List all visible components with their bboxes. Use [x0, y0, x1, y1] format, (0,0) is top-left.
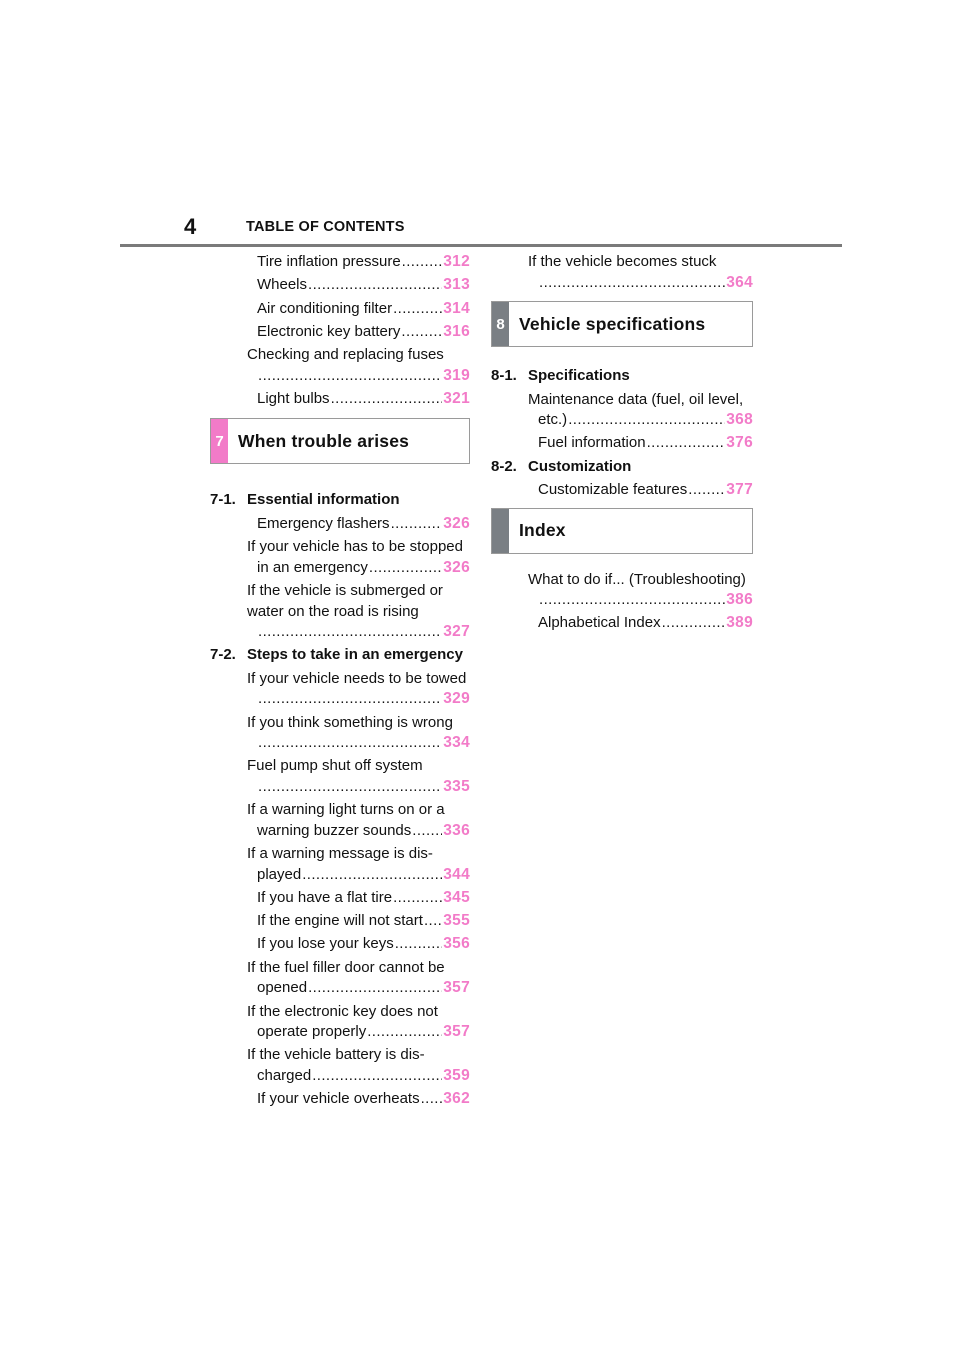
toc-entry[interactable]	[247, 514, 470, 535]
toc-entry[interactable]	[247, 322, 470, 343]
toc-entry-text: Air conditioning filter	[257, 299, 393, 317]
toc-entry-line	[257, 558, 470, 579]
page-reference-link[interactable]: 326	[443, 514, 470, 532]
chapter-tab: 8	[492, 302, 509, 346]
page-reference-link[interactable]: 355	[443, 912, 470, 930]
toc-entry[interactable]	[247, 911, 470, 932]
toc-entry-line	[538, 480, 753, 501]
toc-entry-text: Fuel pump shut off system	[247, 757, 423, 775]
toc-entry-text: charged	[257, 1066, 312, 1084]
section-heading[interactable]	[210, 645, 470, 666]
leader-dots	[424, 911, 442, 932]
toc-entry-text: If the engine will not start	[257, 912, 423, 930]
chapter-header[interactable]	[491, 301, 753, 347]
toc-entry-line	[538, 613, 753, 634]
toc-entry-line	[257, 689, 470, 710]
toc-entry-line	[257, 299, 470, 320]
page-reference-link[interactable]: 345	[443, 888, 470, 906]
toc-entry-text: If you think something is wrong	[247, 713, 453, 731]
toc-entry[interactable]	[247, 800, 470, 841]
toc-entry-text: Customizable features	[538, 481, 688, 499]
section-heading[interactable]	[491, 366, 753, 387]
toc-entry-line	[257, 389, 470, 410]
toc-entry[interactable]	[528, 570, 753, 611]
page-header-title: TABLE OF CONTENTS	[246, 219, 405, 235]
leader-dots	[258, 777, 442, 798]
toc-entry-line	[257, 322, 470, 343]
toc-entry-line	[538, 433, 753, 454]
leader-dots	[539, 590, 725, 611]
section-title: Steps to take in an emergency	[247, 646, 463, 664]
chapter-header[interactable]	[491, 508, 753, 554]
chapter-tab	[492, 509, 509, 553]
toc-entry-line	[257, 934, 470, 955]
section-title: Customization	[528, 457, 632, 475]
toc-entry[interactable]	[247, 252, 470, 273]
page-number: 4	[184, 214, 197, 239]
toc-entry-line	[257, 366, 470, 387]
toc-entry-line	[257, 275, 470, 296]
toc-entry-text: If your vehicle overheats	[257, 1090, 420, 1108]
page-reference-link[interactable]: 316	[443, 322, 470, 340]
leader-dots	[258, 689, 442, 710]
toc-entry-text: warning buzzer sounds	[257, 821, 412, 839]
toc-entry-text: If the vehicle battery is dis-	[247, 1046, 425, 1064]
toc-entry-text: in an emergency	[257, 558, 368, 576]
toc-entry[interactable]	[528, 480, 753, 501]
toc-entry-text: Wheels	[257, 276, 308, 294]
toc-entry-text: Checking and replacing fuses	[247, 346, 444, 364]
toc-entry-text: If you have a flat tire	[257, 888, 393, 906]
toc-entry-text: operate properly	[257, 1023, 367, 1041]
toc-entry-text: Light bulbs	[257, 389, 330, 407]
toc-entry-text: If your vehicle needs to be towed	[247, 669, 467, 687]
leader-dots	[258, 733, 442, 754]
toc-entry[interactable]	[247, 1002, 470, 1043]
leader-dots	[662, 613, 726, 634]
toc-entry[interactable]	[247, 958, 470, 999]
toc-entry[interactable]	[528, 252, 753, 293]
section-heading[interactable]	[491, 457, 753, 478]
section-number: 7-2.	[210, 646, 236, 664]
page-reference-link[interactable]: 376	[726, 434, 753, 452]
section-title: Essential information	[247, 491, 400, 509]
toc-entry[interactable]	[247, 1045, 470, 1086]
toc-entry-text: Fuel information	[538, 434, 646, 452]
toc-entry[interactable]	[247, 581, 470, 643]
toc-entry[interactable]	[247, 844, 470, 885]
leader-dots	[647, 433, 726, 454]
toc-entry-text: Emergency flashers	[257, 514, 390, 532]
toc-entry-line	[257, 911, 470, 932]
toc-entry[interactable]	[247, 669, 470, 710]
toc-entry-line	[538, 410, 753, 431]
section-title: Specifications	[528, 367, 630, 384]
page-reference-link[interactable]: 362	[443, 1090, 470, 1108]
toc-entry[interactable]	[247, 389, 470, 410]
leader-dots	[688, 480, 725, 501]
section-heading[interactable]	[210, 490, 470, 511]
toc-entry[interactable]	[528, 390, 753, 431]
toc-entry-text: If a warning light turns on or a	[247, 801, 445, 819]
toc-entry-text: If the vehicle becomes stuck	[528, 253, 717, 270]
toc-entry-line	[257, 514, 470, 535]
toc-entry-text: If your vehicle has to be stopped	[247, 538, 463, 556]
leader-dots	[402, 252, 443, 273]
page-reference-link[interactable]: 357	[443, 979, 470, 997]
toc-entry-text: played	[257, 865, 302, 883]
toc-entry[interactable]	[247, 299, 470, 320]
chapter-title: When trouble arises	[238, 430, 410, 451]
toc-entry-line	[257, 1022, 470, 1043]
toc-entry-text: water on the road is rising	[247, 602, 419, 620]
toc-entry-line	[257, 978, 470, 999]
toc-entry-text: If the electronic key does not	[247, 1002, 438, 1020]
leader-dots	[401, 322, 442, 343]
page-reference-link[interactable]: 326	[443, 558, 470, 576]
toc-entry-text: If a warning message is dis-	[247, 845, 433, 863]
toc-entry-line	[257, 888, 470, 909]
toc-entry-text: etc.)	[538, 411, 568, 428]
toc-entry-line	[257, 252, 470, 273]
toc-entry[interactable]	[247, 275, 470, 296]
page-reference-link[interactable]: 368	[726, 411, 753, 428]
toc-entry[interactable]	[528, 613, 753, 634]
leader-dots	[331, 389, 443, 410]
page-reference-link[interactable]: 329	[443, 690, 470, 708]
toc-entry-text: Tire inflation pressure	[257, 253, 401, 270]
toc-entry-line	[257, 622, 470, 643]
toc-entry-line	[257, 1066, 470, 1087]
toc-entry[interactable]	[247, 345, 470, 386]
toc-entry[interactable]	[247, 756, 470, 797]
left-column	[210, 252, 470, 1112]
toc-entry-line	[538, 590, 753, 611]
leader-dots	[393, 888, 442, 909]
chapter-title: Index	[519, 520, 566, 541]
leader-dots	[539, 273, 725, 294]
chapter-tab: 7	[211, 419, 228, 463]
page-reference-link[interactable]: 313	[443, 276, 470, 294]
page-reference-link[interactable]: 344	[443, 865, 470, 883]
page-reference-link[interactable]: 364	[726, 273, 753, 291]
leader-dots	[302, 865, 442, 886]
page-reference-link[interactable]: 335	[443, 777, 470, 795]
leader-dots	[312, 1066, 442, 1087]
page-reference-link[interactable]: 336	[443, 821, 470, 839]
toc-entry-line	[257, 1089, 470, 1110]
page-reference-link[interactable]: 386	[726, 591, 753, 609]
page-reference-link[interactable]: 314	[443, 299, 470, 317]
leader-dots	[568, 410, 725, 431]
toc-entry[interactable]	[247, 713, 470, 754]
toc-entry-text: If the vehicle is submerged or	[247, 582, 443, 600]
page-reference-link[interactable]: 356	[443, 935, 470, 953]
right-column	[491, 252, 753, 637]
section-number: 7-1.	[210, 491, 236, 509]
leader-dots	[308, 275, 442, 296]
page-reference-link[interactable]: 389	[726, 614, 753, 632]
page-reference-link[interactable]: 327	[443, 623, 470, 641]
leader-dots	[308, 978, 442, 999]
toc-entry-line	[257, 733, 470, 754]
toc-entry-text: If you lose your keys	[257, 935, 394, 953]
page-reference-link[interactable]: 312	[443, 253, 470, 270]
toc-entry-text: opened	[257, 979, 308, 997]
leader-dots	[391, 514, 443, 535]
page-reference-link[interactable]: 319	[443, 366, 470, 384]
toc-entry[interactable]	[528, 433, 753, 454]
leader-dots	[412, 821, 442, 842]
toc-entry-text: Maintenance data (fuel, oil level,	[528, 390, 744, 408]
toc-entry-text: Alphabetical Index	[538, 614, 661, 632]
leader-dots	[395, 934, 443, 955]
toc-entry-text: If the fuel filler door cannot be	[247, 958, 445, 976]
leader-dots	[393, 299, 442, 320]
section-number: 8-2.	[491, 457, 517, 475]
page-reference-link[interactable]: 321	[443, 389, 470, 407]
toc-entry-line	[257, 865, 470, 886]
section-number: 8-1.	[491, 367, 517, 384]
toc-entry[interactable]	[247, 537, 470, 578]
header-divider	[120, 244, 842, 247]
leader-dots	[421, 1089, 443, 1110]
page-reference-link[interactable]: 377	[726, 481, 753, 499]
page-reference-link[interactable]: 334	[443, 734, 470, 752]
leader-dots	[258, 622, 442, 643]
leader-dots	[258, 366, 442, 387]
toc-entry[interactable]	[247, 1089, 470, 1110]
chapter-header[interactable]	[210, 418, 470, 464]
page-reference-link[interactable]: 359	[443, 1066, 470, 1084]
leader-dots	[367, 1022, 442, 1043]
toc-entry[interactable]	[247, 888, 470, 909]
toc-entry[interactable]	[247, 934, 470, 955]
chapter-title: Vehicle specifications	[519, 313, 706, 334]
leader-dots	[369, 558, 442, 579]
toc-entry-line	[257, 821, 470, 842]
toc-entry-text: What to do if... (Troubleshooting)	[528, 570, 746, 588]
toc-entry-line	[538, 273, 753, 294]
toc-entry-line	[257, 777, 470, 798]
page-reference-link[interactable]: 357	[443, 1023, 470, 1041]
toc-entry-text: Electronic key battery	[257, 322, 401, 340]
